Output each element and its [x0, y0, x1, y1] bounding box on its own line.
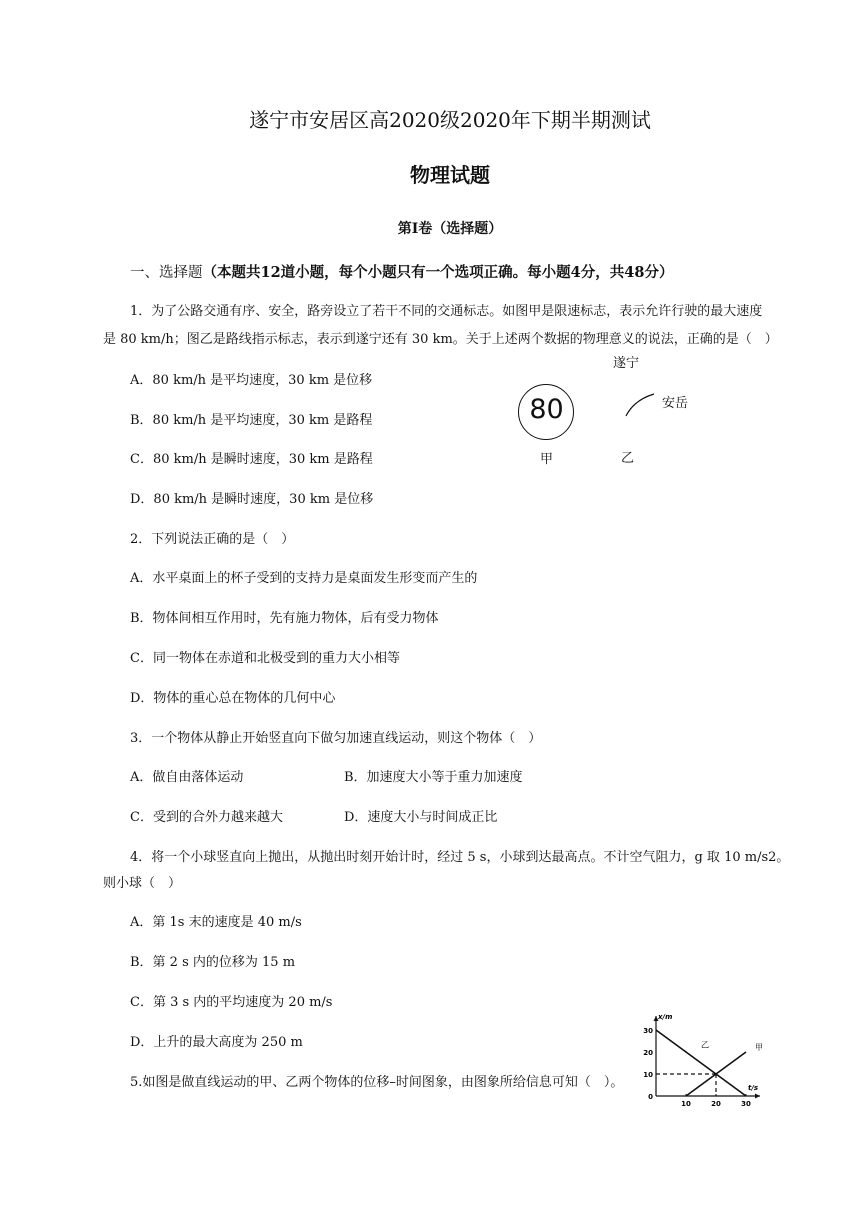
q1-option-c: C．80 km/h 是瞬时速度，30 km 是路程	[130, 452, 373, 467]
q4-stem-line1: 4．将一个小球竖直向上抛出，从抛出时刻开始计时，经过 5 s，小球到达最高点。不计空气阻力，g 取 10 m/s2。	[130, 850, 790, 865]
q3-stem: 3．一个物体从静止开始竖直向下做匀加速直线运动，则这个物体（ ）	[130, 731, 542, 746]
figure-label-jia: 甲	[540, 452, 554, 467]
q4-option-c: C．第 3 s 内的平均速度为 20 m/s	[130, 995, 333, 1010]
figure-label-yi: 乙	[621, 451, 635, 466]
q4-stem-line2: 则小球（ ）	[103, 876, 182, 891]
q3-option-d: D．速度大小与时间成正比	[344, 810, 498, 825]
x-tick-label: 20	[711, 1100, 721, 1108]
q2-option-d: D．物体的重心总在物体的几何中心	[130, 691, 336, 706]
y-tick-label: 30	[643, 1027, 653, 1035]
q2-option-b: B．物体间相互作用时，先有施力物体，后有受力物体	[130, 611, 439, 626]
paper-title: 遂宁市安居区高2020级2020年下期半期测试	[249, 108, 651, 132]
q2-stem: 2．下列说法正确的是（ ）	[130, 532, 295, 547]
section-title: 第Ⅰ卷（选择题）	[397, 221, 503, 237]
q1-stem-line2: 是 80 km/h；图乙是路线指示标志，表示到遂宁还有 30 km。关于上述两个数据的物理意义的说法，正确的是（ ）	[103, 332, 778, 347]
speed-limit-value: 80	[529, 394, 564, 425]
q3-option-c: C．受到的合外力越来越大	[130, 810, 283, 825]
paper-subtitle: 物理试题	[410, 163, 490, 187]
q2-option-c: C．同一物体在赤道和北极受到的重力大小相等	[130, 651, 400, 666]
x-tick-label: 10	[681, 1100, 691, 1108]
q3-option-b: B．加速度大小等于重力加速度	[344, 770, 523, 785]
xt-graph	[636, 1010, 766, 1112]
q2-option-a: A．水平桌面上的杯子受到的支持力是桌面发生形变而产生的	[130, 571, 478, 586]
x-tick-label: 30	[741, 1100, 751, 1108]
q4-option-b: B．第 2 s 内的位移为 15 m	[130, 955, 296, 970]
part-heading	[130, 261, 673, 282]
route-curve	[620, 390, 660, 420]
part-prefix: 一、选择题	[130, 265, 203, 281]
q1-option-d: D．80 km/h 是瞬时速度，30 km 是位移	[130, 492, 374, 507]
q1-stem-line1: 1．为了公路交通有序、安全，路旁设立了若干不同的交通标志。如图甲是限速标志，表示允许行驶的最大速度	[130, 304, 763, 319]
y-tick-label: 20	[643, 1049, 653, 1057]
q1-option-a: A．80 km/h 是平均速度，30 km 是位移	[130, 373, 373, 388]
q1-option-b: B．80 km/h 是平均速度，30 km 是路程	[130, 413, 373, 428]
q5-stem: 5.如图是做直线运动的甲、乙两个物体的位移–时间图象，由图象所给信息可知（ ）。	[130, 1075, 624, 1090]
q4-option-a: A．第 1s 末的速度是 40 m/s	[130, 915, 302, 930]
y-tick-label: 10	[643, 1071, 653, 1079]
x-axis-arrow	[755, 1094, 760, 1099]
part-description: （本题共12道小题，每个小题只有一个选项正确。每小题4分，共48分）	[202, 264, 674, 281]
q3-option-a: A．做自由落体运动	[130, 770, 244, 785]
city-label-suining: 遂宁	[613, 356, 640, 371]
y-tick-label: 0	[648, 1093, 653, 1101]
x-axis-label: t/s	[748, 1084, 759, 1092]
series-label-yi: 乙	[701, 1040, 709, 1050]
city-label-anyue: 安岳	[662, 396, 689, 411]
y-axis-label: x/m	[658, 1013, 673, 1021]
series-label-jia: 甲	[755, 1042, 763, 1052]
q4-option-d: D．上升的最大高度为 250 m	[130, 1035, 303, 1050]
